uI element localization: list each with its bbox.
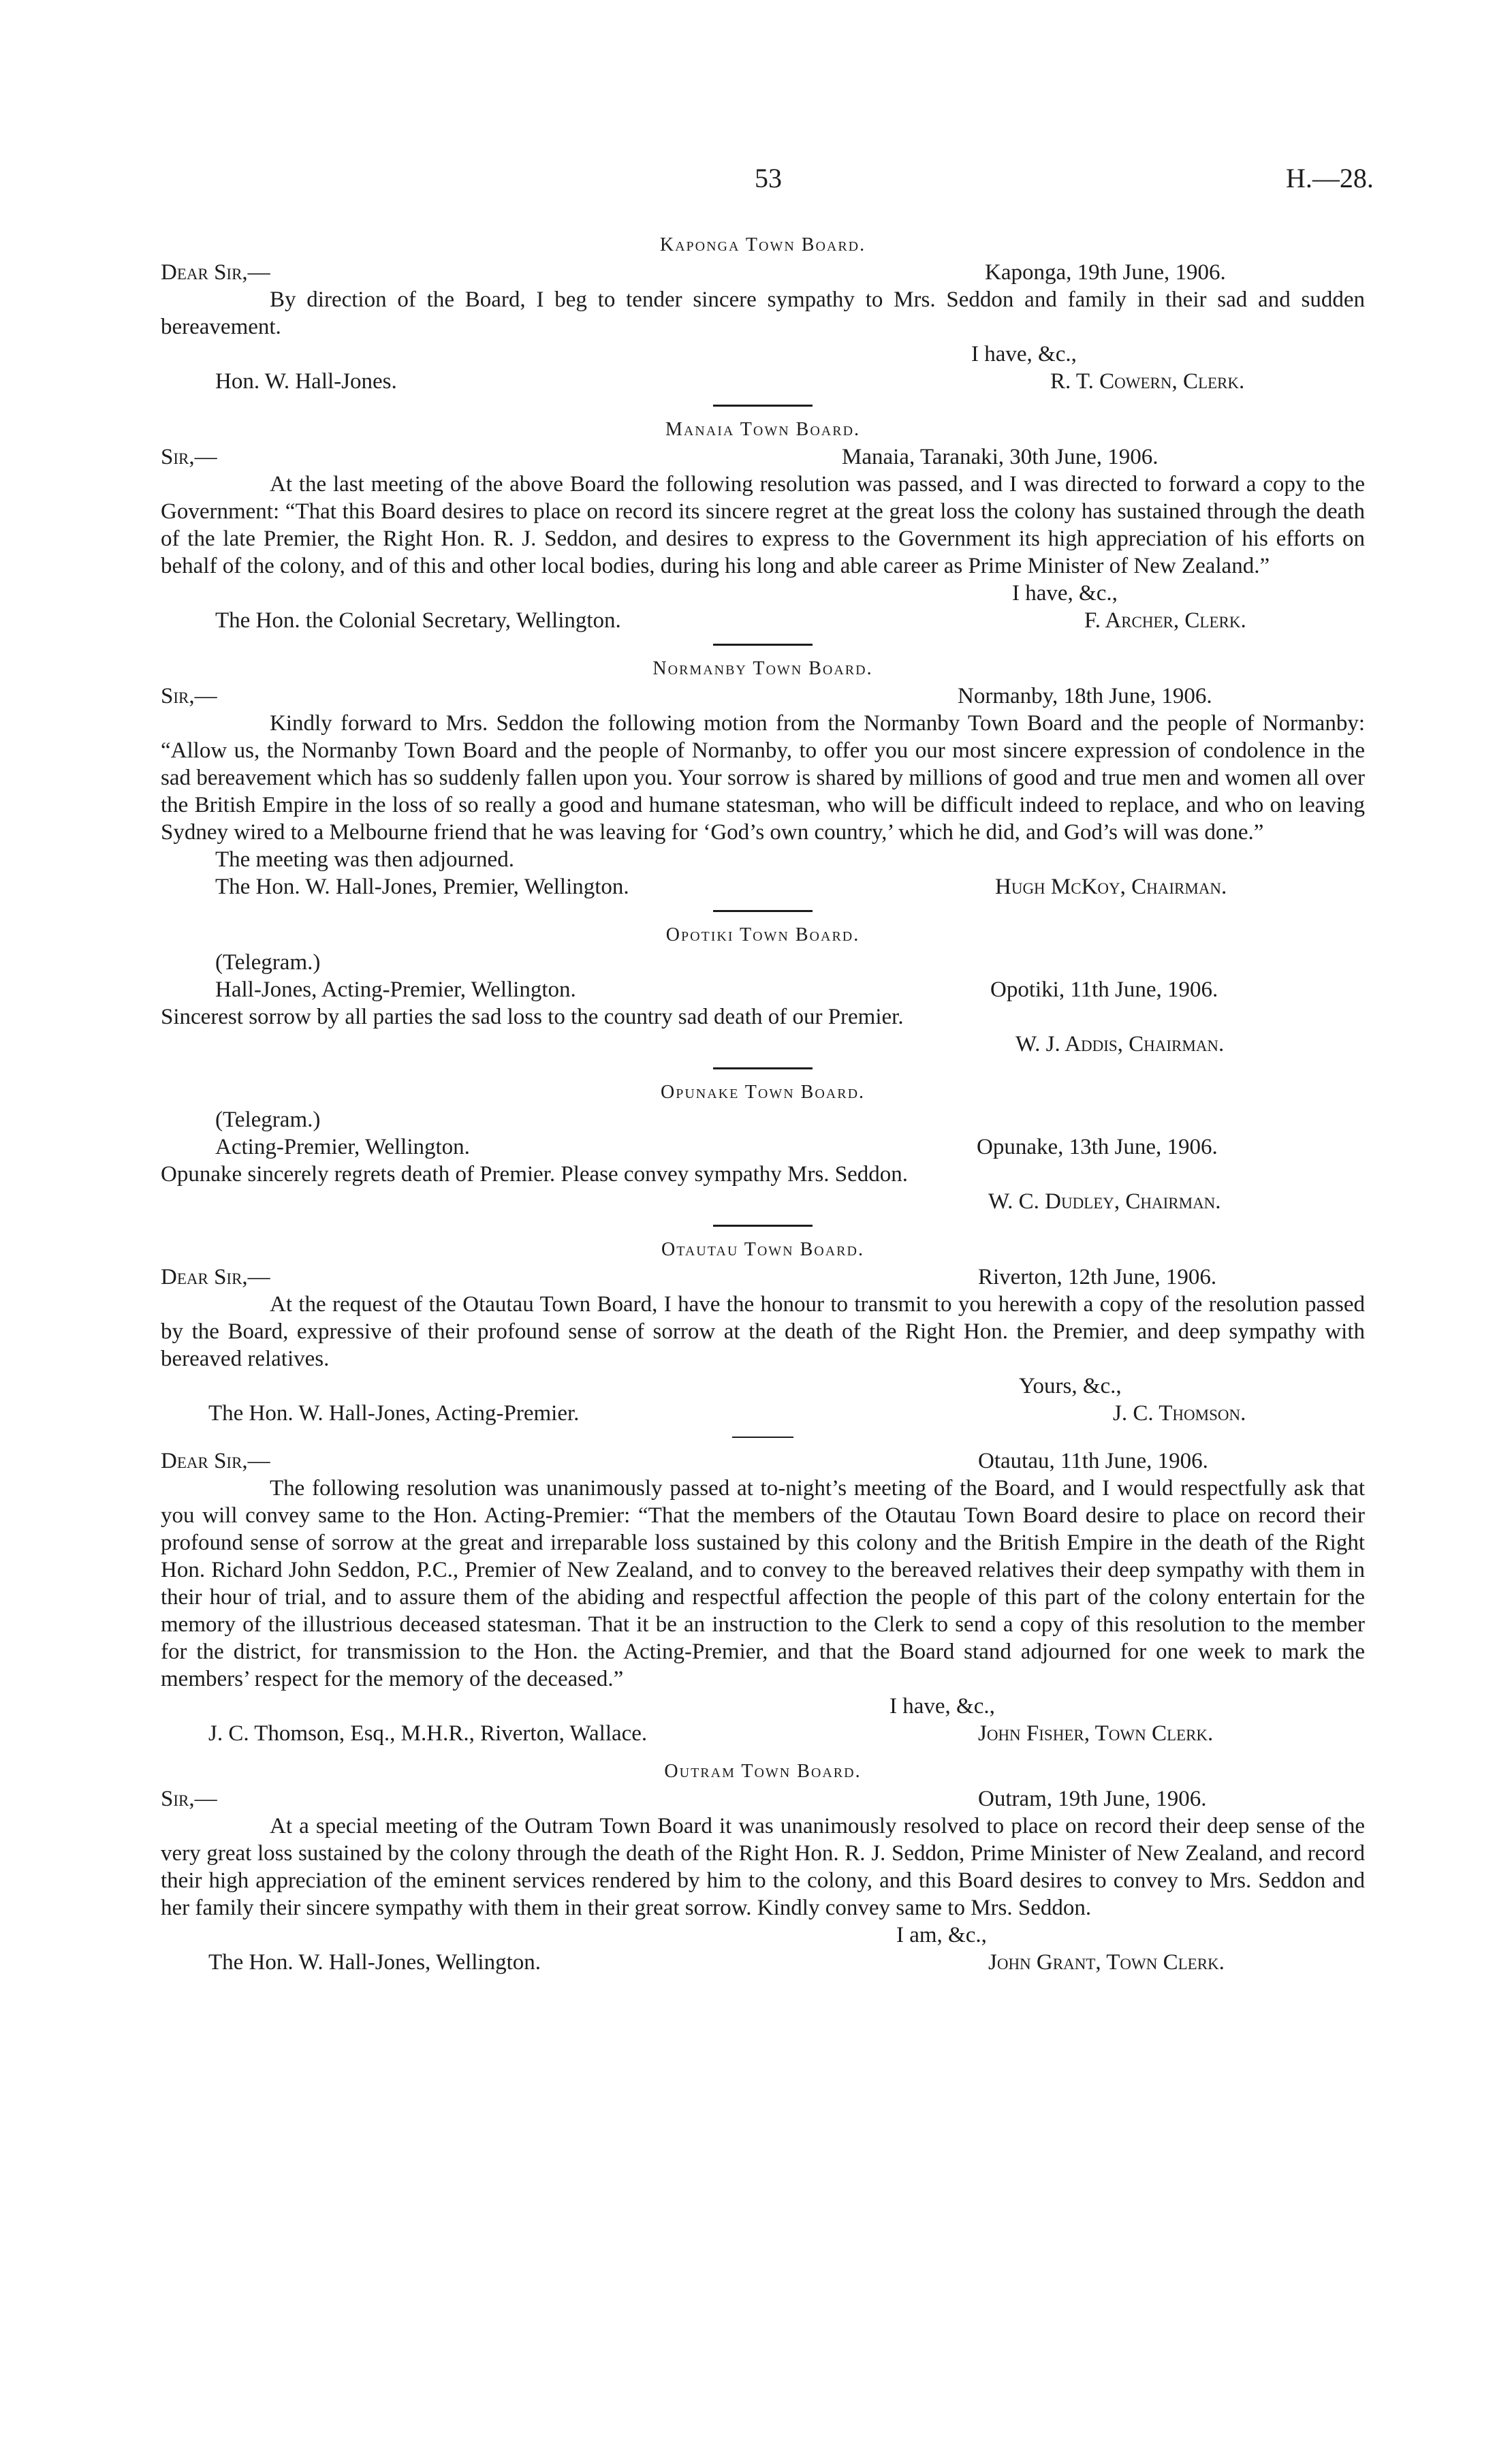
letter-body: The following resolution was unanimously passed at to-night’s meeting of the Board, and I would respectfully ask that you will convey same to the Hon. Acting-Premier: “That the members of the Otautau Town Board desire to place on record their profound sense of sorrow at the great and irreparable loss sustained by this colony and the British Empire in the death of the Right Hon. Richard John Seddon, P.C., Premier of New Zealand, and to convey to the bereaved relatives their deep sympathy with them in their hour of trial, and to assure them of the abiding and respectful affection the people of this part of the colony entertain for the memory of the illustrious deceased statesman. That it be an instruction to the Clerk to send a copy of this resolution to the member for the district, for transmission to the Hon. the Acting-Premier, and that the Board stand adjourned for one week to mark the members’ respect for the memory of the deceased.” xyxy=(161,1476,1365,1691)
salutation: Sir,— xyxy=(161,445,217,469)
letter-body: At a special meeting of the Outram Town Board it was unanimously resolved to place on record their deep sense of the very great loss sustained by the colony through the death of the Right Hon. R. J. Seddon, Prime Minister of New Zealand, and record their high appreciation of the eminent services rendered by him to the colony, and this Board desires to convey to Mrs. Seddon and her family their sincere sympathy with them in their great sorrow. Kindly convey same to Mrs. Seddon. xyxy=(161,1814,1365,1920)
note-line xyxy=(161,846,1365,873)
signature-line xyxy=(161,873,1365,900)
salutation-line xyxy=(161,683,1365,710)
signatory: John Grant, Town Clerk. xyxy=(988,1950,1225,1975)
salutation: Sir,— xyxy=(161,1787,217,1811)
signatory: Hugh McKoy, Chairman. xyxy=(995,875,1227,899)
opotiki-section xyxy=(161,922,1365,1058)
closing-line xyxy=(161,1693,1365,1720)
section-divider xyxy=(713,910,813,912)
place-date: Outram, 19th June, 1906. xyxy=(978,1787,1207,1811)
outram-section xyxy=(161,1758,1365,1976)
kaponga-section xyxy=(161,232,1365,395)
addressee: Acting-Premier, Wellington. xyxy=(215,1135,470,1159)
section-divider xyxy=(713,644,813,646)
closing-line xyxy=(161,1373,1365,1400)
signatory: J. C. Thomson. xyxy=(1113,1401,1246,1426)
section-divider xyxy=(713,405,813,407)
addressee: Hon. W. Hall-Jones. xyxy=(215,369,397,394)
section-title: Normanby Town Board. xyxy=(652,658,873,679)
page-number: 53 xyxy=(755,163,782,193)
signatory: W. J. Addis, Chairman. xyxy=(1015,1032,1225,1056)
signatory: W. C. Dudley, Chairman. xyxy=(988,1189,1221,1214)
place-date: Manaia, Taranaki, 30th June, 1906. xyxy=(842,445,1159,469)
signature-line xyxy=(161,1031,1365,1058)
signatory: F. Archer, Clerk. xyxy=(1084,608,1246,633)
section-title: Opotiki Town Board. xyxy=(665,924,860,945)
signatory: R. T. Cowern, Clerk. xyxy=(1050,369,1245,394)
closing: I have, &c., xyxy=(1012,581,1118,606)
letter-body: Kindly forward to Mrs. Seddon the following motion from the Normanby Town Board and the people of Normanby: “Allow us, the Normanby Town Board and the people of Normanby, to offer you our most sincere expression of condolence in the sad bereavement which has so suddenly fallen upon you. Your sorrow is shared by millions of good and true men and women all over the British Empire in the loss of so really a good and humane statesman, who will be difficult indeed to replace, and who on leaving Sydney wired to a Melbourne friend that he was leaving for ‘God’s own country,’ which he did, and God’s will was done.” xyxy=(161,711,1365,845)
salutation-line xyxy=(161,1264,1365,1291)
otautau-section xyxy=(161,1236,1365,1427)
place-date: Riverton, 12th June, 1906. xyxy=(978,1265,1217,1289)
addressee: The Hon. W. Hall-Jones, Wellington. xyxy=(208,1950,541,1975)
salutation-line xyxy=(161,1785,1365,1813)
telegram-line xyxy=(161,949,1365,976)
document-reference: H.—28. xyxy=(1286,163,1374,193)
signatory: John Fisher, Town Clerk. xyxy=(978,1721,1214,1746)
salutation: Sir,— xyxy=(161,684,217,708)
section-title: Otautau Town Board. xyxy=(661,1239,864,1260)
closing-line xyxy=(161,341,1365,368)
section-divider xyxy=(713,1067,813,1069)
closing: I have, &c., xyxy=(889,1694,995,1719)
salutation: Dear Sir,— xyxy=(161,1449,270,1473)
opunake-section xyxy=(161,1079,1365,1215)
section-title: Opunake Town Board. xyxy=(660,1082,866,1103)
addressee: Hall-Jones, Acting-Premier, Wellington. xyxy=(215,977,576,1002)
section-title: Kaponga Town Board. xyxy=(659,234,866,255)
section-title: Outram Town Board. xyxy=(664,1761,862,1782)
telegram-label: (Telegram.) xyxy=(215,950,321,975)
signature-line xyxy=(161,368,1365,395)
place-date: Kaponga, 19th June, 1906. xyxy=(985,260,1226,285)
signature-line xyxy=(161,1949,1365,1976)
section-title: Manaia Town Board. xyxy=(665,419,861,440)
signature-line xyxy=(161,1188,1365,1215)
letter-body: At the request of the Otautau Town Board, I have the honour to transmit to you herewith a copy of the resolution passed by the Board, expressive of their profound sense of sorrow at the death of the Right Hon. the Premier, and deep sympathy with bereaved relatives. xyxy=(161,1292,1365,1371)
closing: Yours, &c., xyxy=(1019,1374,1122,1398)
signature-line xyxy=(161,607,1365,634)
addressee: The Hon. W. Hall-Jones, Premier, Wellington. xyxy=(215,875,629,899)
letter-body: At the last meeting of the above Board the following resolution was passed, and I was directed to forward a copy to the Government: “That this Board desires to place on record its sincere regret at the great loss the colony has sustained through the death of the late Premier, the Right Hon. R. J. Seddon, and desires to express to the Government its high appreciation of his efforts on behalf of the colony, and of this and other local bodies, during his long and able career as Prime Minister of New Zealand.” xyxy=(161,472,1365,578)
page-header xyxy=(0,162,1512,203)
addressee-line xyxy=(161,976,1365,1003)
salutation-line xyxy=(161,443,1365,471)
place-date: Otautau, 11th June, 1906. xyxy=(978,1449,1208,1473)
salutation-line xyxy=(161,1447,1365,1475)
closing-line xyxy=(161,1922,1365,1949)
place-date: Opunake, 13th June, 1906. xyxy=(977,1135,1218,1159)
salutation-line xyxy=(161,259,1365,286)
addressee: J. C. Thomson, Esq., M.H.R., Riverton, Wallace. xyxy=(208,1721,648,1746)
addressee-line xyxy=(161,1133,1365,1161)
letter-body: By direction of the Board, I beg to tender sincere sympathy to Mrs. Seddon and family in their sad and sudden bereavement. xyxy=(161,287,1365,339)
place-date: Opotiki, 11th June, 1906. xyxy=(990,977,1218,1002)
signature-line xyxy=(161,1720,1365,1747)
place-date: Normanby, 18th June, 1906. xyxy=(958,684,1212,708)
manaia-section xyxy=(161,416,1365,634)
addressee: The Hon. W. Hall-Jones, Acting-Premier. xyxy=(208,1401,580,1426)
closing: I am, &c., xyxy=(896,1923,987,1947)
salutation: Dear Sir,— xyxy=(161,1265,270,1289)
letter-divider xyxy=(732,1437,793,1438)
meeting-note: The meeting was then adjourned. xyxy=(215,847,514,872)
telegram-label: (Telegram.) xyxy=(215,1108,321,1132)
salutation: Dear Sir,— xyxy=(161,260,270,285)
signature-line xyxy=(161,1400,1365,1427)
telegram-body: Sincerest sorrow by all parties the sad loss to the country sad death of our Premier. xyxy=(161,1005,904,1029)
letters-body xyxy=(161,232,1365,1983)
addressee: The Hon. the Colonial Secretary, Wellington. xyxy=(215,608,621,633)
telegram-line xyxy=(161,1106,1365,1133)
section-divider xyxy=(713,1225,813,1227)
closing: I have, &c., xyxy=(971,342,1077,366)
otautau-second-letter xyxy=(161,1447,1365,1747)
normanby-section xyxy=(161,655,1365,900)
telegram-body: Opunake sincerely regrets death of Premier. Please convey sympathy Mrs. Seddon. xyxy=(161,1162,908,1187)
closing-line xyxy=(161,580,1365,607)
